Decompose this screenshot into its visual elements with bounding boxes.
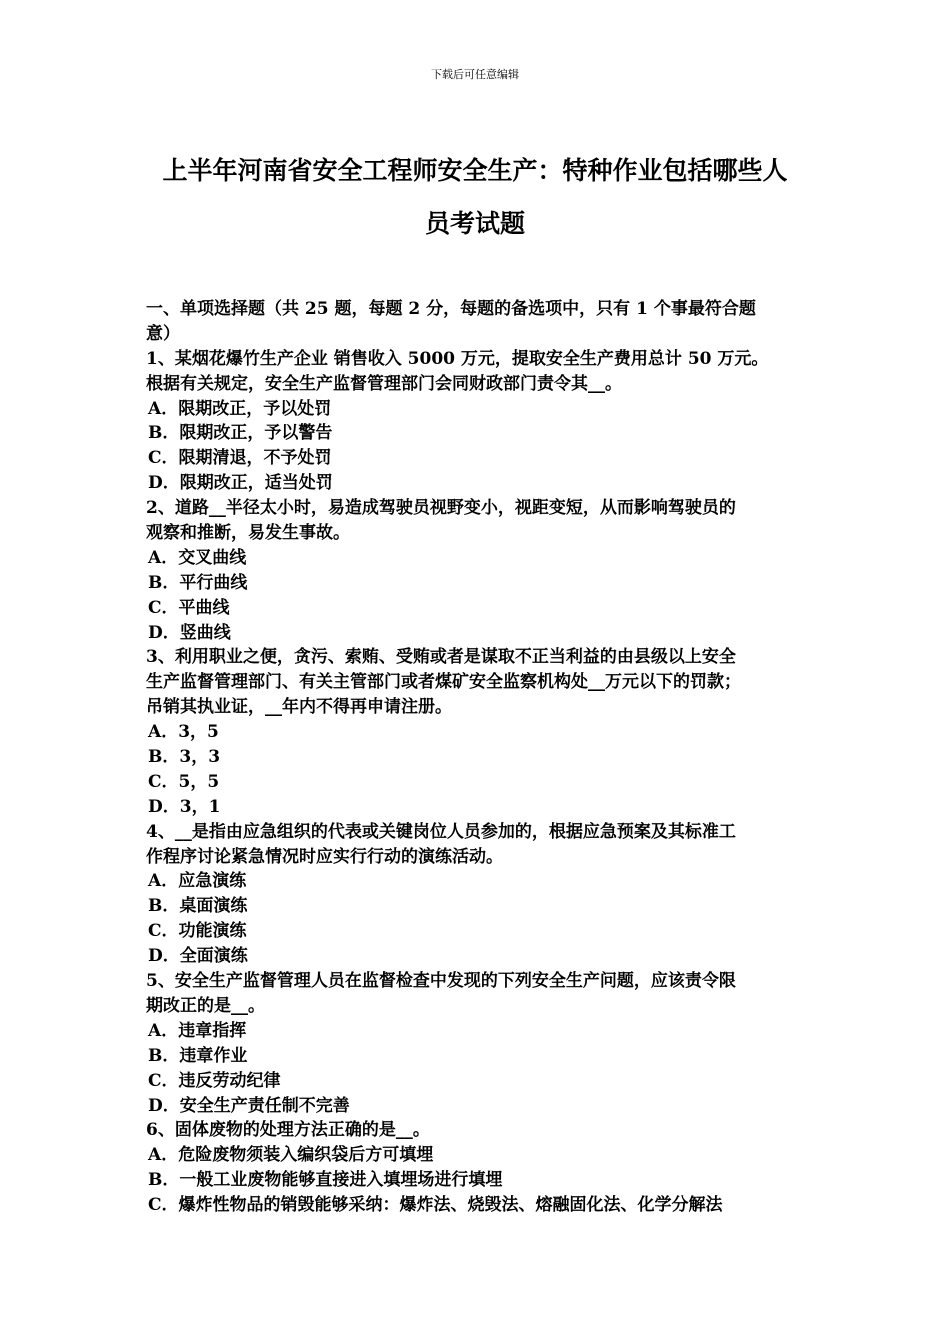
document-title [150, 144, 800, 250]
title-line-1: 上半年河南省安全工程师安全生产：特种作业包括哪些人 [162, 156, 788, 185]
question-2-option-a: A．交叉曲线 [148, 547, 247, 568]
question-6-line-1: 6、固体废物的处理方法正确的是__。 [146, 1120, 430, 1141]
question-3 [146, 645, 836, 819]
title-line-2: 员考试题 [424, 209, 525, 238]
question-2-option-d: D．竖曲线 [148, 622, 231, 643]
question-4-line-2: 作程序讨论紧急情况时应实行行动的演练活动。 [146, 846, 503, 867]
question-2-line-2: 观察和推断，易发生事故。 [146, 523, 350, 544]
question-1-option-c: C．限期清退，不予处罚 [148, 448, 332, 469]
section-heading-line-2: 意） [146, 323, 180, 344]
question-1-option-d: D．限期改正，适当处罚 [148, 473, 333, 494]
question-4 [146, 820, 836, 969]
section-heading-line-1: 一、单项选择题（共 25 题，每题 2 分，每题的备选项中，只有 1 个事最符合题 [146, 299, 756, 319]
question-1-line-1: 1、某烟花爆竹生产企业 销售收入 5000 万元，提取安全生产费用总计 50 万元。 [146, 348, 769, 369]
question-1-option-b: B．限期改正，予以警告 [148, 423, 333, 444]
question-3-option-c: C．5，5 [148, 771, 220, 792]
question-1 [146, 347, 836, 496]
question-5-option-a: A．违章指挥 [148, 1020, 247, 1041]
question-5-option-d: D．安全生产责任制不完善 [148, 1095, 350, 1116]
question-6-option-c: C．爆炸性物品的销毁能够采纳：爆炸法、烧毁法、熔融固化法、化学分解法 [148, 1195, 723, 1216]
question-3-line-3: 吊销其执业证，__年内不得再申请注册。 [146, 697, 452, 718]
question-2-option-b: B．平行曲线 [148, 572, 248, 593]
header-note: 下载后可任意编辑 [431, 68, 519, 81]
question-5-line-1: 5、安全生产监督管理人员在监督检查中发现的下列安全生产问题，应该责令限 [146, 971, 736, 992]
question-3-option-b: B．3，3 [148, 747, 221, 768]
question-3-option-a: A．3，5 [148, 722, 219, 743]
question-1-line-2: 根据有关规定，安全生产监督管理部门会同财政部门责令其__。 [146, 373, 622, 394]
question-2 [146, 496, 836, 645]
question-6-option-b: B．一般工业废物能够直接进入填埋场进行填埋 [148, 1170, 503, 1191]
question-3-line-1: 3、利用职业之便，贪污、索贿、受贿或者是谋取不正当利益的由县级以上安全 [146, 647, 736, 668]
question-5-line-2: 期改正的是__。 [146, 995, 265, 1016]
question-6 [146, 1118, 836, 1218]
question-2-line-1: 2、道路__半径太小时，易造成驾驶员视野变小，视距变短，从而影响驾驶员的 [146, 498, 736, 519]
document-body [146, 297, 836, 1218]
question-3-option-d: D．3，1 [148, 796, 221, 817]
question-2-option-c: C．平曲线 [148, 597, 230, 618]
question-6-option-a: A．危险废物须装入编织袋后方可填埋 [148, 1145, 434, 1166]
question-5-option-b: B．违章作业 [148, 1045, 248, 1066]
question-5-option-c: C．违反劳动纪律 [148, 1070, 281, 1091]
question-1-option-a: A．限期改正，予以处罚 [148, 398, 332, 419]
question-5 [146, 969, 836, 1118]
question-4-option-c: C．功能演练 [148, 921, 247, 942]
question-4-line-1: 4、__是指由应急组织的代表或关键岗位人员参加的，根据应急预案及其标准工 [146, 821, 736, 842]
question-4-option-b: B．桌面演练 [148, 896, 248, 917]
question-4-option-a: A．应急演练 [148, 871, 247, 892]
question-4-option-d: D．全面演练 [148, 946, 248, 967]
question-3-line-2: 生产监督管理部门、有关主管部门或者煤矿安全监察机构处__万元以下的罚款； [146, 672, 741, 693]
